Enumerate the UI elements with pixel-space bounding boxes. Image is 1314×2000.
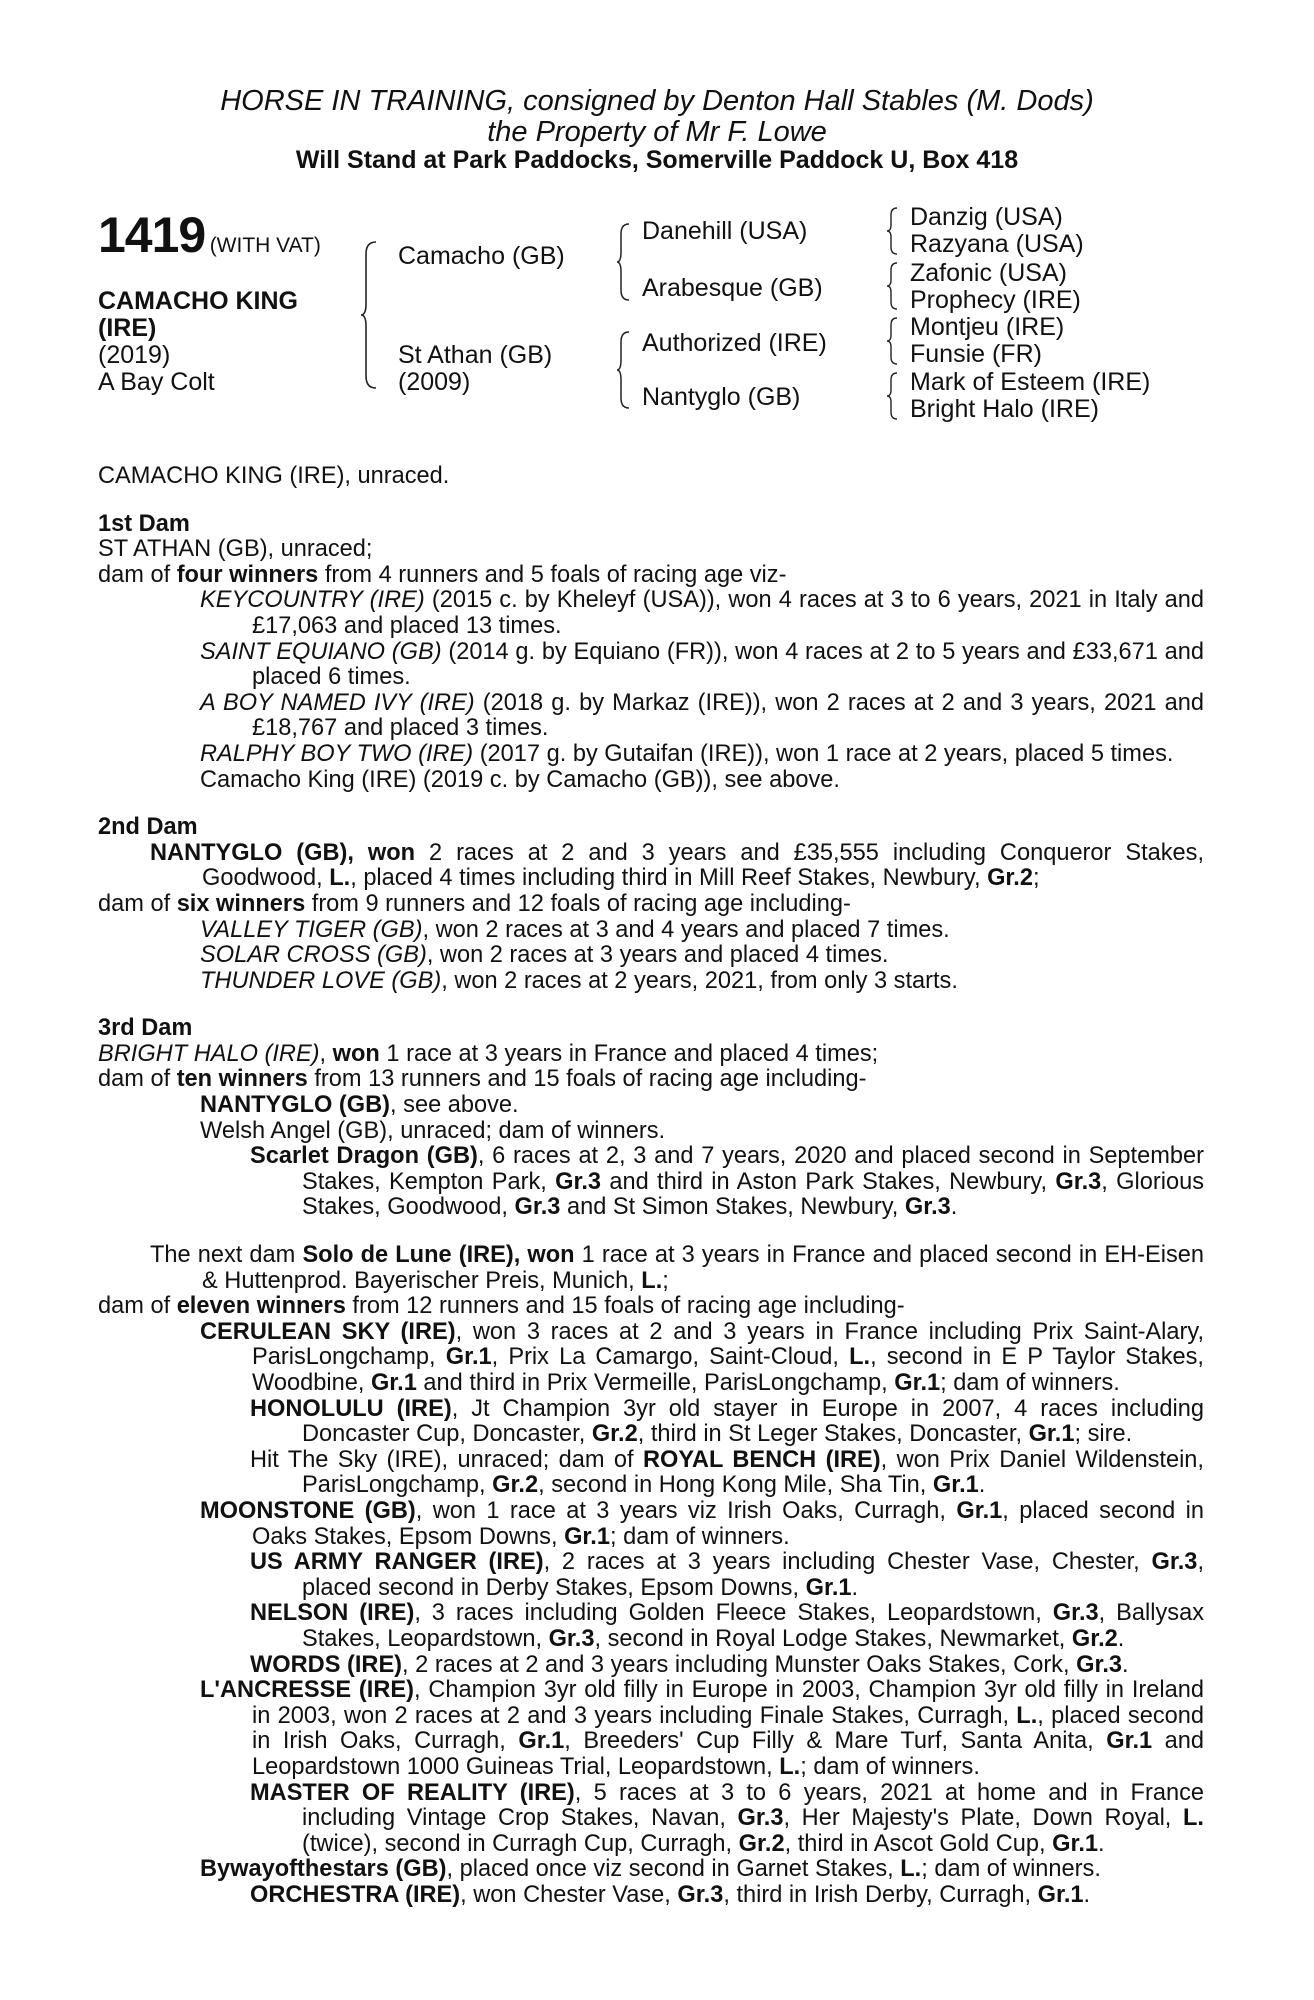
property-line: the Property of Mr F. Lowe [487, 116, 827, 148]
brace-dds [886, 371, 900, 421]
ped-ddd: Bright Halo (IRE) [910, 395, 1099, 423]
ped-dsd: Funsie (FR) [910, 340, 1042, 368]
vat-note: (WITH VAT) [209, 234, 321, 257]
horse-name-line2: (IRE) [98, 314, 157, 342]
dam2-heading: 2nd Dam [98, 814, 198, 841]
brace-sds [886, 261, 900, 311]
dam1-line1: ST ATHAN (GB), unraced; [98, 536, 373, 563]
brace-sss [886, 206, 900, 256]
dam1-offspring-4: RALPHY BOY TWO (IRE) (2017 g. by Gutaifan (IRE)), won 1 race at 2 years, placed 5 times. [200, 740, 1174, 767]
us-army-ranger-entry: US ARMY RANGER (IRE), 2 races at 3 years including Chester Vase, Chester, Gr.3, placed second in Derby Stakes, Epsom Downs, Gr.1. [250, 1549, 1204, 1601]
dam3-produce-line: dam of ten winners from 13 runners and 15 foals of racing age including- [98, 1066, 867, 1093]
ped-dss: Montjeu (IRE) [910, 313, 1065, 341]
horse-description: A Bay Colt [98, 368, 215, 396]
dam3-offspring-1: NANTYGLO (GB), see above. [200, 1092, 519, 1119]
dam-name: St Athan (GB) [398, 341, 553, 369]
dam1-offspring-3: A BOY NAMED IVY (IRE) (2018 g. by Markaz (IRE)), won 2 races at 2 and 3 years, 2021 and £18,767 and placed 3 times. [200, 689, 1204, 742]
sire-dam: Arabesque (GB) [642, 274, 823, 302]
sire-dam-brace [360, 240, 380, 390]
dam-sire: Authorized (IRE) [642, 329, 827, 357]
dam-dam: Nantyglo (GB) [642, 383, 801, 411]
words-entry: WORDS (IRE), 2 races at 2 and 3 years including Munster Oaks Stakes, Cork, Gr.3. [250, 1651, 1129, 1678]
cerulean-sky-entry: CERULEAN SKY (IRE), won 3 races at 2 and 3 years in France including Prix Saint-Alary, ParisLongchamp, Gr.1, Prix La Camargo, Saint-Cloud, L., second in E P Taylor Stakes, Woodbine, Gr.1 and third in Prix Vermeille, ParisLongchamp, Gr.1; dam of winners. [200, 1318, 1204, 1396]
dam1-offspring-5: Camacho King (IRE) (2019 c. by Camacho (GB)), see above. [200, 766, 840, 793]
consignor-line: HORSE IN TRAINING, consigned by Denton Hall Stables (M. Dods) [220, 85, 1094, 117]
dam2-offspring-2: SOLAR CROSS (GB), won 2 races at 3 years and placed 4 times. [200, 942, 889, 969]
lot-number: 1419 [98, 207, 206, 263]
next-dam-produce-line: dam of eleven winners from 12 runners and 15 foals of racing age including- [98, 1293, 905, 1320]
foaling-year: (2019) [98, 341, 171, 369]
brace-dss [886, 316, 900, 366]
ped-ssd: Razyana (USA) [910, 230, 1084, 258]
dam3-line1: BRIGHT HALO (IRE), won 1 race at 3 years in France and placed 4 times; [98, 1040, 879, 1067]
dam2-offspring-1: VALLEY TIGER (GB), won 2 races at 3 and 4 years and placed 7 times. [200, 916, 950, 943]
lot-number-block [98, 207, 321, 263]
ped-sds: Zafonic (USA) [910, 259, 1067, 287]
dam1-offspring-1: KEYCOUNTRY (IRE) (2015 c. by Kheleyf (USA)), won 4 races at 3 to 6 years, 2021 in Italy and £17,063 and placed 13 times. [200, 587, 1204, 639]
sire-line-brace [616, 222, 632, 302]
ped-dds: Mark of Esteem (IRE) [910, 368, 1151, 396]
dam-year: (2009) [398, 368, 471, 396]
moonstone-entry: MOONSTONE (GB), won 1 race at 3 years viz Irish Oaks, Curragh, Gr.1, placed second in Oaks Stakes, Epsom Downs, Gr.1; dam of winners. [200, 1497, 1205, 1550]
catalogue-body [98, 464, 1204, 1908]
intro-line: CAMACHO KING (IRE), unraced. [98, 463, 450, 489]
hit-the-sky-entry: Hit The Sky (IRE), unraced; dam of ROYAL BENCH (IRE), won Prix Daniel Wildenstein, ParisLongchamp, Gr.2, second in Hong Kong Mile, Sha Tin, Gr.1. [250, 1446, 1204, 1499]
sire-sire: Danehill (USA) [642, 217, 808, 245]
dam3-heading: 3rd Dam [98, 1015, 193, 1042]
location-line: Will Stand at Park Paddocks, Somerville Paddock U, Box 418 [295, 146, 1019, 174]
nelson-entry: NELSON (IRE), 3 races including Golden Fleece Stakes, Leopardstown, Gr.3, Ballysax Stakes, Leopardstown, Gr.3, second in Royal Lodge Stakes, Newmarket, Gr.2. [250, 1600, 1204, 1652]
orchestra-entry: ORCHESTRA (IRE), won Chester Vase, Gr.3, third in Irish Derby, Curragh, Gr.1. [250, 1881, 1091, 1908]
dam1-heading: 1st Dam [98, 510, 190, 537]
ped-sss: Danzig (USA) [910, 203, 1063, 231]
dam3-grand-offspring-1: Scarlet Dragon (GB), 6 races at 2, 3 and 7 years, 2020 and placed second in September Stakes, Kempton Park, Gr.3 and third in Aston Park Stakes, Newbury, Gr.3, Glorious Stakes, Goodwood, Gr.3 and St Simon Stakes, Newbury, Gr.3. [250, 1143, 1204, 1221]
next-dam-line1: The next dam Solo de Lune (IRE), won 1 race at 3 years in France and placed second in EH-Eisen & Huttenprod. Bayerischer Preis, Munich, L.; [150, 1242, 1204, 1294]
dam3-offspring-2: Welsh Angel (GB), unraced; dam of winners. [200, 1117, 666, 1144]
master-of-reality-entry: MASTER OF REALITY (IRE), 5 races at 3 to 6 years, 2021 at home and in France including Vintage Crop Stakes, Navan, Gr.3, Her Majesty's Plate, Down Royal, L. (twice), second in Curragh Cup, Curragh, Gr.2, third in Ascot Gold Cup, Gr.1. [250, 1779, 1204, 1857]
lancresse-entry: L'ANCRESSE (IRE), Champion 3yr old filly in Europe in 2003, Champion 3yr old filly in Ireland in 2003, won 2 races at 2 and 3 years including Finale Stakes, Curragh, L., placed second in Irish Oaks, Curragh, Gr.1, Breeders' Cup Filly & Mare Turf, Santa Anita, Gr.1 and Leopardstown 1000 Guineas Trial, Leopardstown, L.; dam of winners. [200, 1677, 1205, 1780]
horse-name-line1: CAMACHO KING [98, 287, 298, 315]
dam1-produce-line: dam of four winners from 4 runners and 5 foals of racing age viz- [98, 561, 787, 588]
sire-name: Camacho (GB) [398, 242, 565, 270]
dam2-produce-line: dam of six winners from 9 runners and 12 foals of racing age including- [98, 890, 851, 917]
ped-sdd: Prophecy (IRE) [910, 286, 1081, 314]
dam-line-brace [616, 330, 632, 410]
dam1-offspring-2: SAINT EQUIANO (GB) (2014 g. by Equiano (FR)), won 4 races at 2 to 5 years and £33,671 and placed 6 times. [200, 638, 1205, 691]
honolulu-entry: HONOLULU (IRE), Jt Champion 3yr old stayer in Europe in 2007, 4 races including Doncaster Cup, Doncaster, Gr.2, third in St Leger Stakes, Doncaster, Gr.1; sire. [250, 1395, 1204, 1448]
dam2-offspring-3: THUNDER LOVE (GB), won 2 races at 2 years, 2021, from only 3 starts. [200, 967, 958, 994]
bywayofthestars-entry: Bywayofthestars (GB), placed once viz second in Garnet Stakes, L.; dam of winners. [200, 1856, 1101, 1883]
dam2-line1: NANTYGLO (GB), won 2 races at 2 and 3 years and £35,555 including Conqueror Stakes, Goodwood, L., placed 4 times including third in Mill Reef Stakes, Newbury, Gr.2; [150, 839, 1205, 892]
